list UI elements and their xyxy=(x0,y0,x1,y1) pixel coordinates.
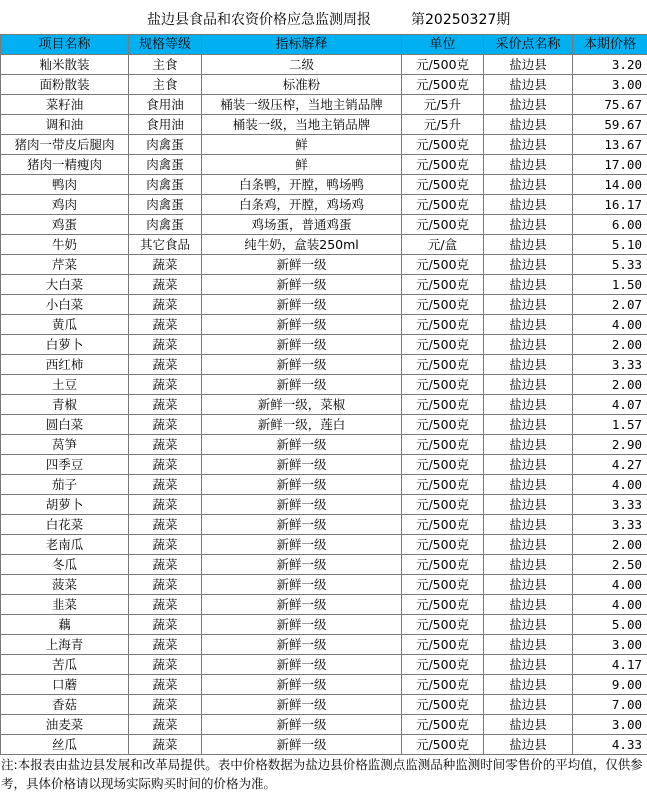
specification-cell: 新鲜一级 xyxy=(202,375,402,395)
category-cell: 蔬菜 xyxy=(129,315,202,335)
specification-cell: 白条鸭，开膛，鸭场鸭 xyxy=(202,175,402,195)
item-name-cell: 藕 xyxy=(1,615,129,635)
header-category: 规格等级 xyxy=(129,35,202,55)
unit-cell: 元/500克 xyxy=(402,315,484,335)
unit-cell: 元/500克 xyxy=(402,475,484,495)
specification-cell: 新鲜一级 xyxy=(202,715,402,735)
unit-cell: 元/500克 xyxy=(402,675,484,695)
price-cell: 4.00 xyxy=(573,475,647,495)
item-name-cell: 大白菜 xyxy=(1,275,129,295)
price-cell: 4.33 xyxy=(573,735,647,755)
specification-cell: 鲜 xyxy=(202,155,402,175)
header-price: 本期价格 xyxy=(573,35,647,55)
item-name-cell: 苦瓜 xyxy=(1,655,129,675)
table-row xyxy=(1,495,647,515)
unit-cell: 元/500克 xyxy=(402,735,484,755)
table-row xyxy=(1,715,647,735)
item-name-cell: 芹菜 xyxy=(1,255,129,275)
price-cell: 17.00 xyxy=(573,155,647,175)
location-cell: 盐边县 xyxy=(484,155,573,175)
specification-cell: 新鲜一级 xyxy=(202,695,402,715)
header-location: 采价点名称 xyxy=(484,35,573,55)
item-name-cell: 圆白菜 xyxy=(1,415,129,435)
specification-cell: 新鲜一级 xyxy=(202,275,402,295)
price-cell: 3.00 xyxy=(573,635,647,655)
category-cell: 其它食品 xyxy=(129,235,202,255)
unit-cell: 元/500克 xyxy=(402,535,484,555)
price-cell: 3.00 xyxy=(573,715,647,735)
price-cell: 3.33 xyxy=(573,515,647,535)
specification-cell: 新鲜一级 xyxy=(202,515,402,535)
specification-cell: 新鲜一级，莲白 xyxy=(202,415,402,435)
price-cell: 2.07 xyxy=(573,295,647,315)
unit-cell: 元/500克 xyxy=(402,495,484,515)
item-name-cell: 鸭肉 xyxy=(1,175,129,195)
table-row xyxy=(1,175,647,195)
unit-cell: 元/500克 xyxy=(402,335,484,355)
price-cell: 59.67 xyxy=(573,115,647,135)
header-specification: 指标解释 xyxy=(202,35,402,55)
report-issue: 第20250327期 xyxy=(411,12,511,28)
unit-cell: 元/500克 xyxy=(402,175,484,195)
unit-cell: 元/500克 xyxy=(402,55,484,75)
unit-cell: 元/500克 xyxy=(402,255,484,275)
price-cell: 4.27 xyxy=(573,455,647,475)
price-cell: 2.90 xyxy=(573,435,647,455)
category-cell: 蔬菜 xyxy=(129,435,202,455)
table-row xyxy=(1,315,647,335)
unit-cell: 元/500克 xyxy=(402,375,484,395)
location-cell: 盐边县 xyxy=(484,535,573,555)
item-name-cell: 鸡蛋 xyxy=(1,215,129,235)
location-cell: 盐边县 xyxy=(484,295,573,315)
item-name-cell: 油麦菜 xyxy=(1,715,129,735)
category-cell: 蔬菜 xyxy=(129,395,202,415)
unit-cell: 元/500克 xyxy=(402,595,484,615)
category-cell: 食用油 xyxy=(129,95,202,115)
location-cell: 盐边县 xyxy=(484,195,573,215)
price-cell: 4.00 xyxy=(573,595,647,615)
item-name-cell: 韭菜 xyxy=(1,595,129,615)
specification-cell: 桶装一级压榨，当地主销品牌 xyxy=(202,95,402,115)
category-cell: 蔬菜 xyxy=(129,335,202,355)
specification-cell: 新鲜一级 xyxy=(202,475,402,495)
category-cell: 肉禽蛋 xyxy=(129,215,202,235)
unit-cell: 元/500克 xyxy=(402,295,484,315)
header-item-name: 项目名称 xyxy=(1,35,129,55)
category-cell: 蔬菜 xyxy=(129,375,202,395)
category-cell: 蔬菜 xyxy=(129,715,202,735)
specification-cell: 新鲜一级 xyxy=(202,335,402,355)
location-cell: 盐边县 xyxy=(484,455,573,475)
table-row xyxy=(1,595,647,615)
specification-cell: 新鲜一级 xyxy=(202,555,402,575)
location-cell: 盐边县 xyxy=(484,335,573,355)
specification-cell: 白条鸡，开膛，鸡场鸡 xyxy=(202,195,402,215)
location-cell: 盐边县 xyxy=(484,375,573,395)
table-row xyxy=(1,215,647,235)
price-cell: 9.00 xyxy=(573,675,647,695)
table-row xyxy=(1,635,647,655)
item-name-cell: 调和油 xyxy=(1,115,129,135)
table-row xyxy=(1,535,647,555)
price-cell: 4.00 xyxy=(573,315,647,335)
item-name-cell: 四季豆 xyxy=(1,455,129,475)
table-row xyxy=(1,675,647,695)
price-cell: 5.10 xyxy=(573,235,647,255)
location-cell: 盐边县 xyxy=(484,75,573,95)
category-cell: 主食 xyxy=(129,55,202,75)
unit-cell: 元/500克 xyxy=(402,715,484,735)
item-name-cell: 莴笋 xyxy=(1,435,129,455)
header-unit: 单位 xyxy=(402,35,484,55)
item-name-cell: 青椒 xyxy=(1,395,129,415)
unit-cell: 元/5升 xyxy=(402,115,484,135)
item-name-cell: 老南瓜 xyxy=(1,535,129,555)
price-cell: 16.17 xyxy=(573,195,647,215)
unit-cell: 元/500克 xyxy=(402,555,484,575)
unit-cell: 元/盒 xyxy=(402,235,484,255)
location-cell: 盐边县 xyxy=(484,215,573,235)
unit-cell: 元/500克 xyxy=(402,135,484,155)
price-cell: 2.00 xyxy=(573,335,647,355)
category-cell: 蔬菜 xyxy=(129,535,202,555)
unit-cell: 元/500克 xyxy=(402,355,484,375)
item-name-cell: 猪肉一精瘦肉 xyxy=(1,155,129,175)
location-cell: 盐边县 xyxy=(484,235,573,255)
category-cell: 蔬菜 xyxy=(129,355,202,375)
item-name-cell: 小白菜 xyxy=(1,295,129,315)
item-name-cell: 香菇 xyxy=(1,695,129,715)
table-row xyxy=(1,275,647,295)
specification-cell: 新鲜一级 xyxy=(202,635,402,655)
price-cell: 3.20 xyxy=(573,55,647,75)
table-row xyxy=(1,235,647,255)
item-name-cell: 白萝卜 xyxy=(1,335,129,355)
category-cell: 蔬菜 xyxy=(129,455,202,475)
location-cell: 盐边县 xyxy=(484,615,573,635)
location-cell: 盐边县 xyxy=(484,115,573,135)
category-cell: 蔬菜 xyxy=(129,595,202,615)
category-cell: 蔬菜 xyxy=(129,555,202,575)
category-cell: 肉禽蛋 xyxy=(129,155,202,175)
price-cell: 1.57 xyxy=(573,415,647,435)
specification-cell: 新鲜一级 xyxy=(202,615,402,635)
price-cell: 6.00 xyxy=(573,215,647,235)
item-name-cell: 面粉散装 xyxy=(1,75,129,95)
item-name-cell: 西红柿 xyxy=(1,355,129,375)
location-cell: 盐边县 xyxy=(484,515,573,535)
price-cell: 4.07 xyxy=(573,395,647,415)
report-title-bar xyxy=(0,0,647,34)
table-row xyxy=(1,195,647,215)
price-cell: 2.00 xyxy=(573,375,647,395)
unit-cell: 元/500克 xyxy=(402,655,484,675)
table-row xyxy=(1,435,647,455)
category-cell: 蔬菜 xyxy=(129,675,202,695)
category-cell: 蔬菜 xyxy=(129,415,202,435)
location-cell: 盐边县 xyxy=(484,635,573,655)
specification-cell: 新鲜一级 xyxy=(202,655,402,675)
specification-cell: 新鲜一级 xyxy=(202,535,402,555)
item-name-cell: 上海青 xyxy=(1,635,129,655)
table-row xyxy=(1,655,647,675)
location-cell: 盐边县 xyxy=(484,575,573,595)
table-row xyxy=(1,695,647,715)
price-cell: 5.00 xyxy=(573,615,647,635)
location-cell: 盐边县 xyxy=(484,255,573,275)
specification-cell: 鲜 xyxy=(202,135,402,155)
price-cell: 1.50 xyxy=(573,275,647,295)
item-name-cell: 茄子 xyxy=(1,475,129,495)
unit-cell: 元/500克 xyxy=(402,635,484,655)
footnote: 注:本报表由盐边县发展和改革局提供。表中价格数据为盐边县价格监测点监测品种监测时间零售价的平均值，仅供参考，具体价格请以现场实际购买时间的价格为准。 xyxy=(1,757,643,791)
specification-cell: 新鲜一级 xyxy=(202,735,402,755)
unit-cell: 元/5升 xyxy=(402,95,484,115)
item-name-cell: 鸡肉 xyxy=(1,195,129,215)
specification-cell: 新鲜一级 xyxy=(202,455,402,475)
category-cell: 蔬菜 xyxy=(129,475,202,495)
unit-cell: 元/500克 xyxy=(402,215,484,235)
specification-cell: 桶装一级，当地主销品牌 xyxy=(202,115,402,135)
location-cell: 盐边县 xyxy=(484,655,573,675)
item-name-cell: 冬瓜 xyxy=(1,555,129,575)
item-name-cell: 白花菜 xyxy=(1,515,129,535)
specification-cell: 纯牛奶，盒装250ml xyxy=(202,235,402,255)
table-row xyxy=(1,155,647,175)
location-cell: 盐边县 xyxy=(484,355,573,375)
price-cell: 2.50 xyxy=(573,555,647,575)
table-row xyxy=(1,75,647,95)
location-cell: 盐边县 xyxy=(484,95,573,115)
price-cell: 75.67 xyxy=(573,95,647,115)
specification-cell: 新鲜一级 xyxy=(202,255,402,275)
specification-cell: 新鲜一级 xyxy=(202,295,402,315)
location-cell: 盐边县 xyxy=(484,555,573,575)
table-row xyxy=(1,115,647,135)
location-cell: 盐边县 xyxy=(484,715,573,735)
report-title: 盐边县食品和农资价格应急监测周报 xyxy=(147,12,371,28)
price-cell: 3.00 xyxy=(573,75,647,95)
price-cell: 13.67 xyxy=(573,135,647,155)
table-row xyxy=(1,135,647,155)
specification-cell: 新鲜一级 xyxy=(202,495,402,515)
item-name-cell: 胡萝卜 xyxy=(1,495,129,515)
location-cell: 盐边县 xyxy=(484,495,573,515)
location-cell: 盐边县 xyxy=(484,395,573,415)
specification-cell: 新鲜一级 xyxy=(202,595,402,615)
table-row xyxy=(1,455,647,475)
specification-cell: 新鲜一级 xyxy=(202,675,402,695)
category-cell: 蔬菜 xyxy=(129,655,202,675)
unit-cell: 元/500克 xyxy=(402,435,484,455)
price-cell: 7.00 xyxy=(573,695,647,715)
location-cell: 盐边县 xyxy=(484,695,573,715)
category-cell: 蔬菜 xyxy=(129,695,202,715)
unit-cell: 元/500克 xyxy=(402,575,484,595)
item-name-cell: 黄瓜 xyxy=(1,315,129,335)
table-row xyxy=(1,515,647,535)
item-name-cell: 菠菜 xyxy=(1,575,129,595)
category-cell: 蔬菜 xyxy=(129,735,202,755)
item-name-cell: 菜籽油 xyxy=(1,95,129,115)
table-row xyxy=(1,395,647,415)
table-row xyxy=(1,355,647,375)
unit-cell: 元/500克 xyxy=(402,195,484,215)
unit-cell: 元/500克 xyxy=(402,615,484,635)
specification-cell: 新鲜一级，菜椒 xyxy=(202,395,402,415)
specification-cell: 新鲜一级 xyxy=(202,355,402,375)
item-name-cell: 口蘑 xyxy=(1,675,129,695)
location-cell: 盐边县 xyxy=(484,675,573,695)
category-cell: 肉禽蛋 xyxy=(129,195,202,215)
specification-cell: 新鲜一级 xyxy=(202,575,402,595)
item-name-cell: 土豆 xyxy=(1,375,129,395)
price-cell: 2.00 xyxy=(573,535,647,555)
price-cell: 3.33 xyxy=(573,355,647,375)
unit-cell: 元/500克 xyxy=(402,75,484,95)
unit-cell: 元/500克 xyxy=(402,415,484,435)
table-header-row xyxy=(1,35,647,55)
unit-cell: 元/500克 xyxy=(402,275,484,295)
table-row xyxy=(1,615,647,635)
location-cell: 盐边县 xyxy=(484,55,573,75)
category-cell: 蔬菜 xyxy=(129,635,202,655)
table-row xyxy=(1,375,647,395)
table-row xyxy=(1,255,647,275)
location-cell: 盐边县 xyxy=(484,275,573,295)
table-row xyxy=(1,475,647,495)
table-row xyxy=(1,335,647,355)
location-cell: 盐边县 xyxy=(484,415,573,435)
location-cell: 盐边县 xyxy=(484,735,573,755)
price-cell: 14.00 xyxy=(573,175,647,195)
category-cell: 肉禽蛋 xyxy=(129,135,202,155)
table-row xyxy=(1,555,647,575)
category-cell: 蔬菜 xyxy=(129,275,202,295)
unit-cell: 元/500克 xyxy=(402,695,484,715)
specification-cell: 新鲜一级 xyxy=(202,315,402,335)
unit-cell: 元/500克 xyxy=(402,155,484,175)
specification-cell: 新鲜一级 xyxy=(202,435,402,455)
category-cell: 蔬菜 xyxy=(129,575,202,595)
price-cell: 3.33 xyxy=(573,495,647,515)
category-cell: 主食 xyxy=(129,75,202,95)
location-cell: 盐边县 xyxy=(484,475,573,495)
price-cell: 4.17 xyxy=(573,655,647,675)
price-cell: 5.33 xyxy=(573,255,647,275)
unit-cell: 元/500克 xyxy=(402,455,484,475)
category-cell: 蔬菜 xyxy=(129,255,202,275)
item-name-cell: 籼米散装 xyxy=(1,55,129,75)
item-name-cell: 猪肉一带皮后腿肉 xyxy=(1,135,129,155)
table-row xyxy=(1,295,647,315)
specification-cell: 标准粉 xyxy=(202,75,402,95)
unit-cell: 元/500克 xyxy=(402,395,484,415)
table-row xyxy=(1,55,647,75)
category-cell: 蔬菜 xyxy=(129,615,202,635)
item-name-cell: 牛奶 xyxy=(1,235,129,255)
price-table xyxy=(0,34,647,755)
table-row xyxy=(1,95,647,115)
location-cell: 盐边县 xyxy=(484,435,573,455)
category-cell: 肉禽蛋 xyxy=(129,175,202,195)
item-name-cell: 丝瓜 xyxy=(1,735,129,755)
category-cell: 蔬菜 xyxy=(129,295,202,315)
specification-cell: 鸡场蛋，普通鸡蛋 xyxy=(202,215,402,235)
unit-cell: 元/500克 xyxy=(402,515,484,535)
table-row xyxy=(1,575,647,595)
location-cell: 盐边县 xyxy=(484,175,573,195)
table-row xyxy=(1,735,647,755)
price-cell: 4.00 xyxy=(573,575,647,595)
location-cell: 盐边县 xyxy=(484,595,573,615)
table-body xyxy=(1,55,647,755)
specification-cell: 二级 xyxy=(202,55,402,75)
table-row xyxy=(1,415,647,435)
category-cell: 食用油 xyxy=(129,115,202,135)
location-cell: 盐边县 xyxy=(484,135,573,155)
location-cell: 盐边县 xyxy=(484,315,573,335)
category-cell: 蔬菜 xyxy=(129,495,202,515)
category-cell: 蔬菜 xyxy=(129,515,202,535)
